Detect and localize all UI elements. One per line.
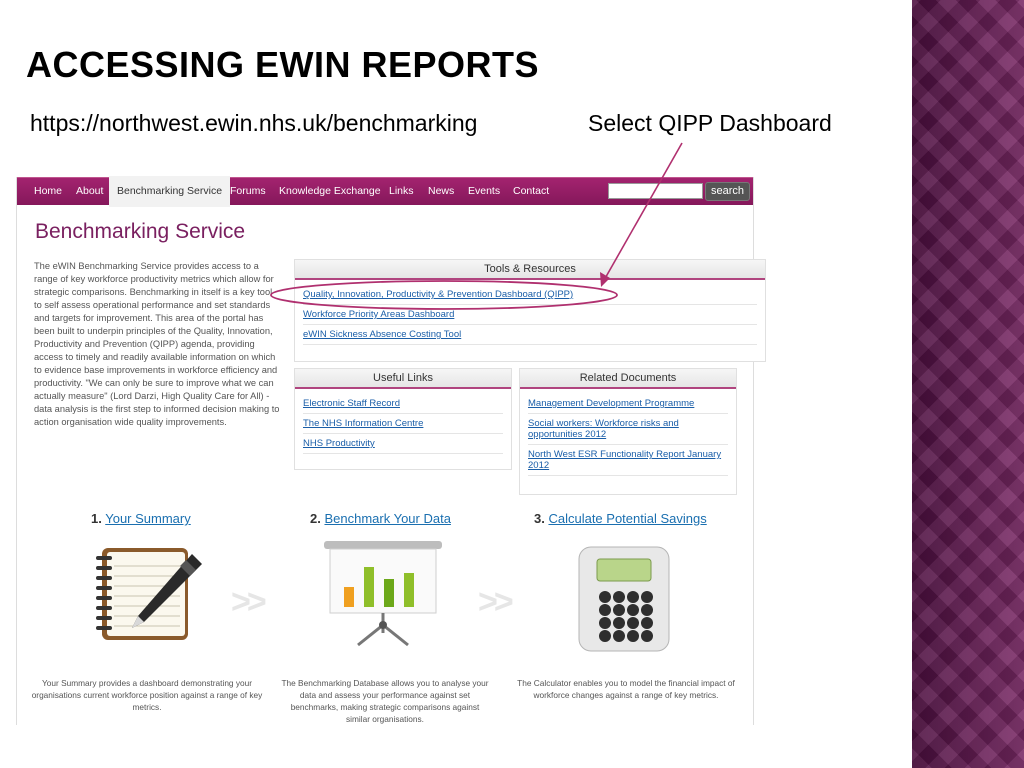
step-3-title [534,511,707,526]
step-2-title [310,511,451,526]
sickness-absence-tool-link[interactable]: eWIN Sickness Absence Costing Tool [303,325,757,345]
step-3-number: 3. [534,511,545,526]
electronic-staff-record-link[interactable]: Electronic Staff Record [303,394,503,414]
arrow-divider-2: >> [478,583,510,621]
step-2-description: The Benchmarking Database allows you to analyse your data and assess your performance against set benchmarks, making strategic comparisons against similar organisations. [281,678,489,724]
top-navigation-bar [17,177,753,205]
your-summary-link[interactable]: Your Summary [105,511,191,526]
qipp-dashboard-link[interactable]: Quality, Innovation, Productivity & Prevention Dashboard (QIPP) [303,285,757,305]
esr-functionality-report-link[interactable]: North West ESR Functionality Report January 2012 [528,445,728,476]
nav-forums[interactable]: Forums [230,185,266,197]
website-screenshot [16,177,754,725]
page-heading: Benchmarking Service [35,220,246,243]
slide-url-text: https://northwest.ewin.nhs.uk/benchmarking [30,110,478,136]
nav-news[interactable]: News [428,185,455,197]
nav-contact[interactable]: Contact [513,185,550,197]
tools-resources-header: Tools & Resources [295,260,765,280]
benchmark-your-data-link[interactable]: Benchmark Your Data [324,511,451,526]
tools-resources-panel [294,259,766,362]
workforce-priority-dashboard-link[interactable]: Workforce Priority Areas Dashboard [303,305,757,325]
social-workers-risks-link[interactable]: Social workers: Workforce risks and opportunities 2012 [528,414,728,445]
nav-home[interactable]: Home [34,185,63,197]
management-development-link[interactable]: Management Development Programme [528,394,728,414]
nav-benchmarking-service[interactable]: Benchmarking Service [109,176,230,207]
search-button[interactable]: search [705,182,750,201]
nav-knowledge-exchange[interactable]: Knowledge Exchange [279,185,381,197]
notepad-pen-icon[interactable] [92,540,207,653]
presentation-chart-icon[interactable] [324,537,444,655]
slide-title: ACCESSING EWIN REPORTS [26,44,540,85]
step-1-number: 1. [91,511,102,526]
nav-links[interactable]: Links [389,185,414,197]
slide-instruction-text: Select QIPP Dashboard [588,110,832,136]
calculator-icon[interactable] [577,545,672,656]
step-1-title [91,511,191,526]
arrow-divider-1: >> [231,583,263,621]
related-documents-header: Related Documents [520,369,736,389]
nhs-productivity-link[interactable]: NHS Productivity [303,434,503,454]
nav-about[interactable]: About [76,185,104,197]
nav-events[interactable]: Events [468,185,501,197]
nhs-information-centre-link[interactable]: The NHS Information Centre [303,414,503,434]
step-3-description: The Calculator enables you to model the financial impact of workforce changes against a range of key metrics. [517,678,735,700]
step-2-number: 2. [310,511,321,526]
step-1-description: Your Summary provides a dashboard demonstrating your organisations current workforce position against a range of key metrics. [31,678,263,712]
related-documents-panel [519,368,737,495]
intro-paragraph: The eWIN Benchmarking Service provides access to a range of key workforce productivity metrics which allow for strategic comparisons. Benchmarking in itself is a key tool to self assess operational performance and set standards and targets for improvement. This area of the portal has been built to underpin principles of the Quality, Innovation, Productivity and Prevention (QIPP) agenda, providing access to timely and readily available information on which to evidence base improvements in workforce efficiency and productivity. "We can only be sure to improve what we can actually measure" (Lord Darzi, High Quality Care for All) - data analysis is the first step to informed decision making to action organisation wide quality improvements. [34,261,280,427]
search-input[interactable] [608,183,703,199]
useful-links-panel [294,368,512,470]
decorative-side-band [912,0,1024,768]
calculate-savings-link[interactable]: Calculate Potential Savings [548,511,707,526]
useful-links-header: Useful Links [295,369,511,389]
